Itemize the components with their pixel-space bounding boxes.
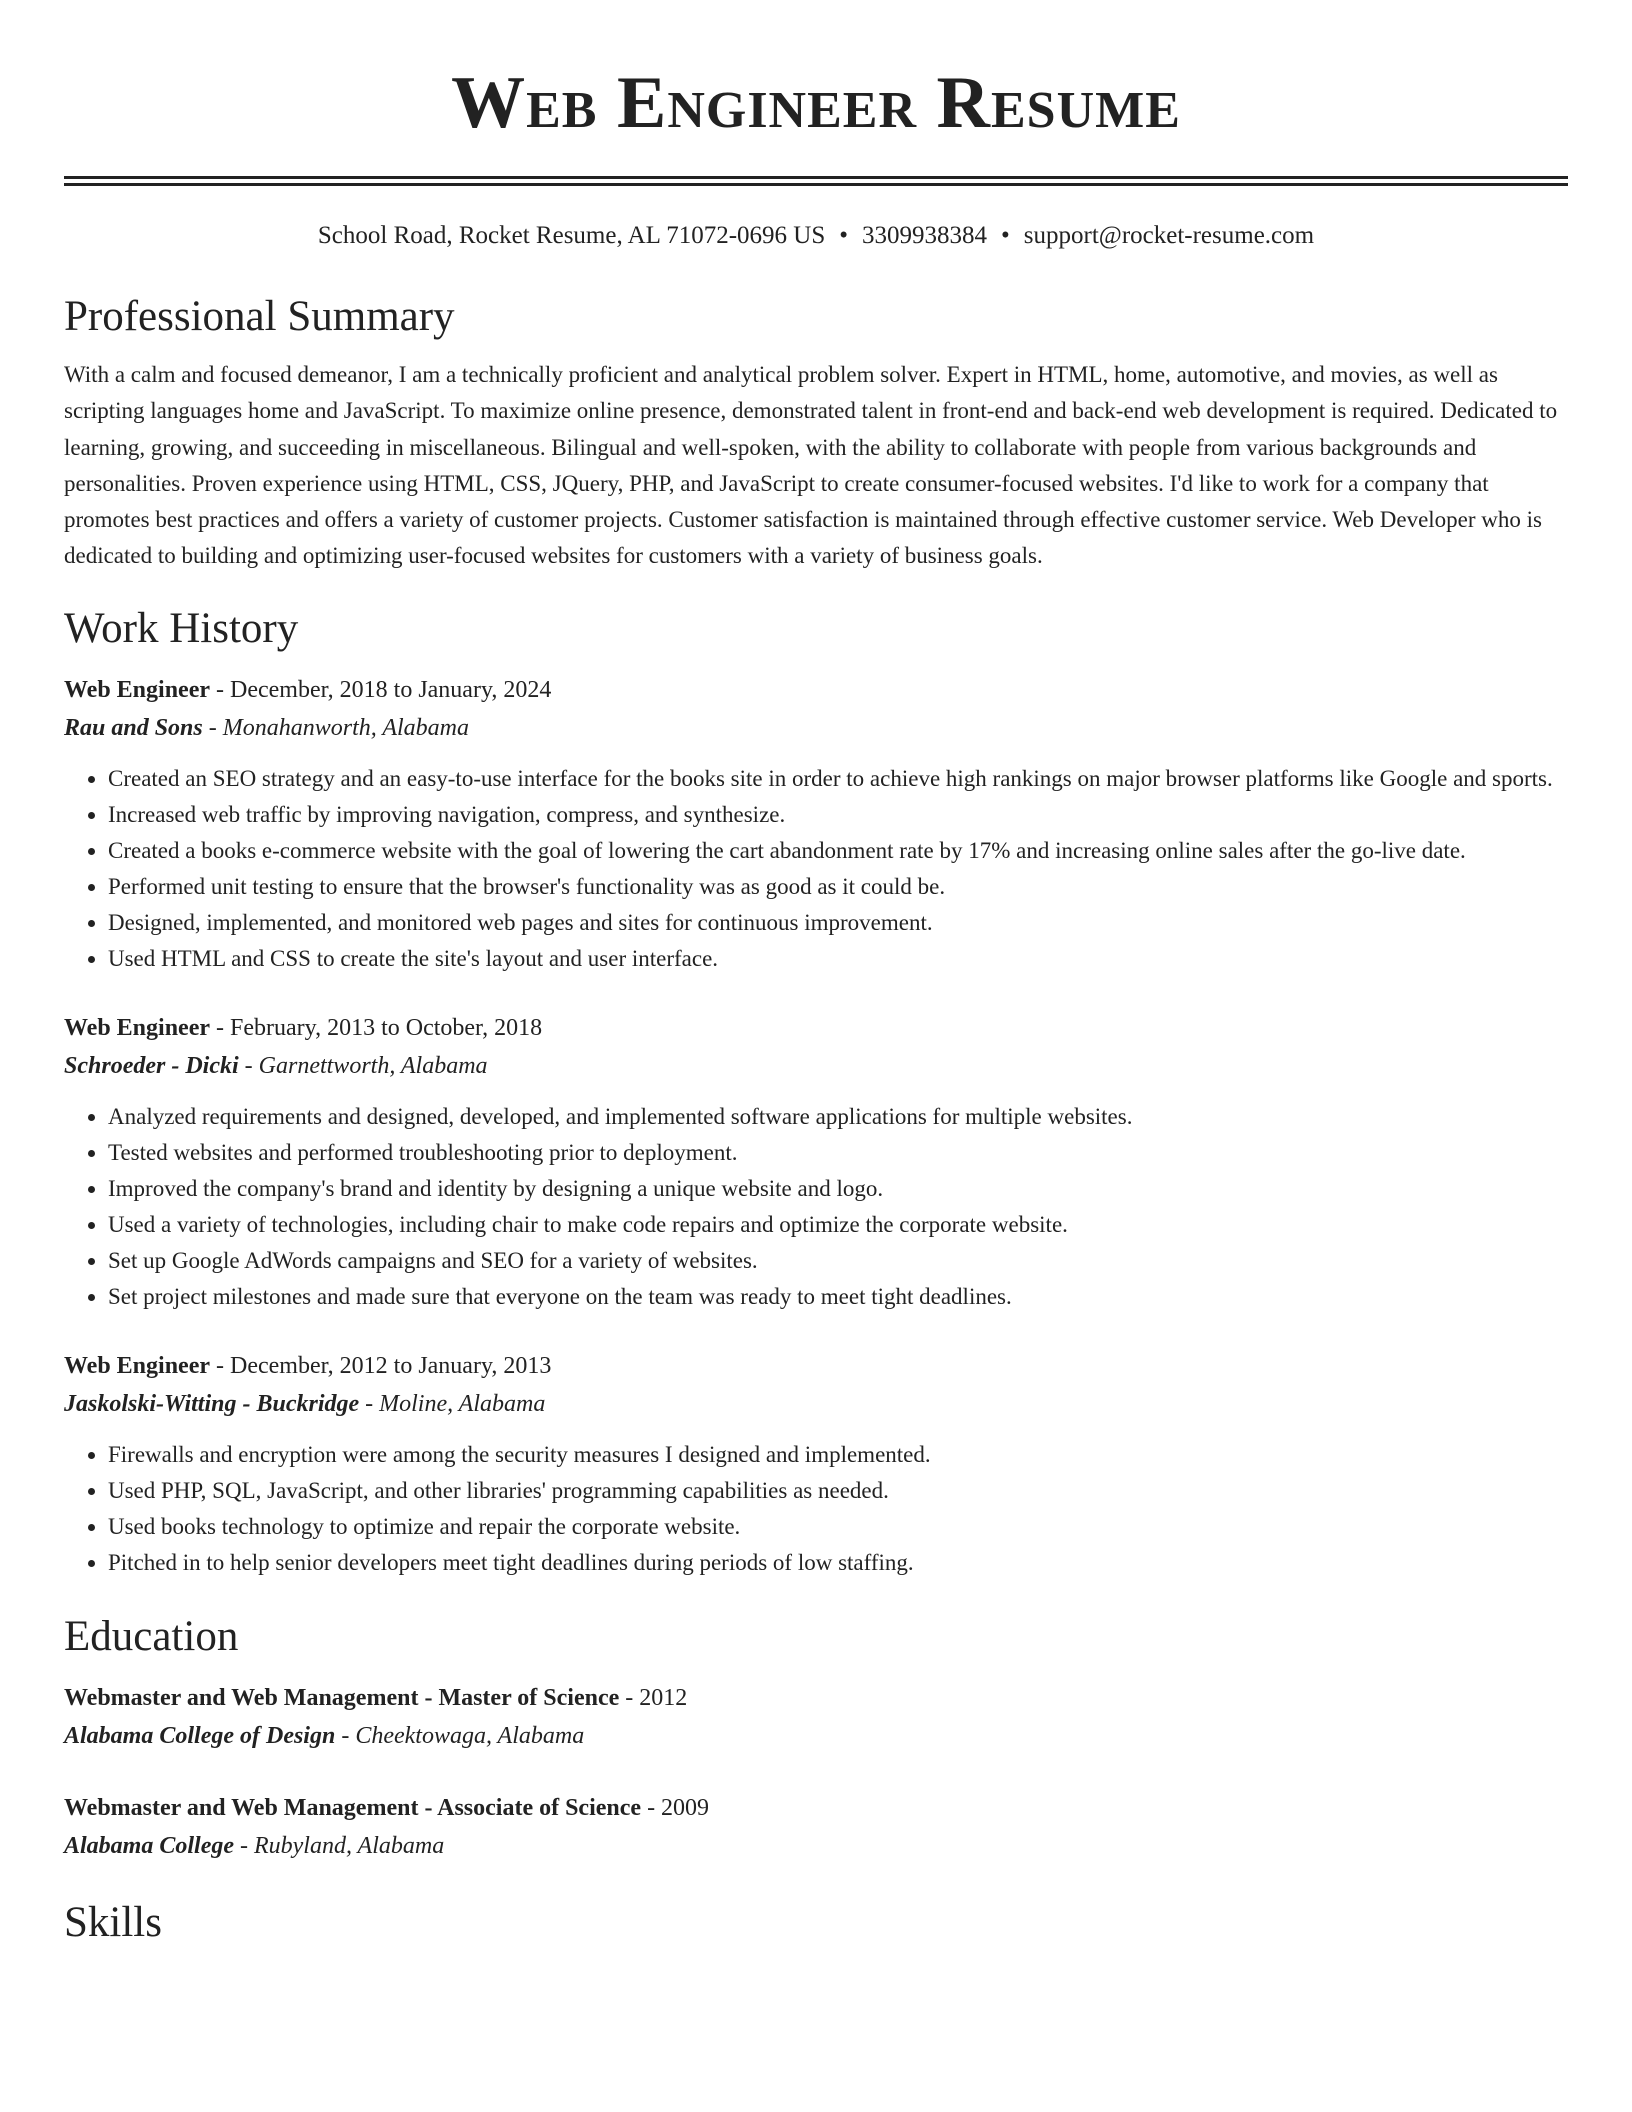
job-title: Web Engineer (64, 1014, 211, 1041)
contact-separator: • (839, 222, 849, 249)
education-year: - 2012 (619, 1684, 688, 1711)
section-heading-skills: Skills (64, 1898, 162, 1946)
education-entry (64, 1679, 1568, 1755)
job-title-line (64, 1347, 1568, 1385)
education-location: - Cheektowaga, Alabama (335, 1722, 585, 1749)
job-title-line (64, 671, 1568, 709)
education-degree: Webmaster and Web Management - Master of Science (64, 1684, 620, 1711)
job-bullet: • Used PHP, SQL, JavaScript, and other libraries' programming capabilities as needed. (108, 1473, 1568, 1509)
job-company-line (64, 709, 1568, 747)
job-entry (64, 671, 1568, 977)
education-degree-line (64, 1789, 1568, 1827)
contact-separator: • (1001, 222, 1010, 249)
contact-phone: 3309938384 (862, 222, 988, 249)
job-bullet: • Pitched in to help senior developers meet tight deadlines during periods of low staffing. (108, 1545, 1568, 1581)
job-location: - Garnettworth, Alabama (238, 1052, 488, 1079)
education-year: - 2009 (641, 1794, 710, 1821)
job-bullets (64, 761, 1568, 977)
contact-address: School Road, Rocket Resume, AL 71072-0696 US (317, 222, 826, 249)
job-title-line (64, 1009, 1568, 1047)
job-bullet: • Used a variety of technologies, including chair to make code repairs and optimize the corporate website. (108, 1207, 1568, 1243)
job-location: - Monahanworth, Alabama (202, 714, 469, 741)
education-school: Alabama College of Design (64, 1722, 336, 1749)
job-company-line (64, 1385, 1568, 1423)
job-bullet: • Set project milestones and made sure that everyone on the team was ready to meet tight deadlines. (108, 1279, 1568, 1315)
job-company: Schroeder - Dicki (64, 1052, 239, 1079)
job-bullets (64, 1437, 1568, 1581)
education-school-line (64, 1827, 1568, 1865)
job-bullet: • Used HTML and CSS to create the site's layout and user interface. (108, 941, 1568, 977)
resume-title: Web Engineer Resume (451, 62, 1181, 144)
job-company: Jaskolski-Witting - Buckridge (64, 1390, 360, 1417)
job-bullet: • Created an SEO strategy and an easy-to-use interface for the books site in order to achieve high rankings on major browser platforms like Google and sports. (108, 761, 1568, 797)
job-company: Rau and Sons (64, 714, 203, 741)
job-bullet: • Set up Google AdWords campaigns and SEO for a variety of websites. (108, 1243, 1568, 1279)
job-bullet: • Used books technology to optimize and repair the corporate website. (108, 1509, 1568, 1545)
job-bullets (64, 1099, 1568, 1315)
summary-text: With a calm and focused demeanor, I am a technically proficient and analytical problem solver. Expert in HTML, home, automotive, and movies, as well as scripting languages home and JavaScript. To maximize online presence, demonstrated talent in front-end and back-end web development is required. Dedicated to learning, growing, and succeeding in miscellaneous. Bilingual and well-spoken, with the ability to collaborate with people from various backgrounds and personalities. Proven experience using HTML, CSS, JQuery, PHP, and JavaScript to create consumer-focused websites. I'd like to work for a company that promotes best practices and offers a variety of customer projects. Customer satisfaction is maintained through effective customer service. Web Developer who is dedicated to building and optimizing user-focused websites for customers with a variety of business goals. (64, 362, 1558, 569)
job-bullet: • Firewalls and encryption were among the security measures I designed and implemented. (108, 1437, 1568, 1473)
job-location: - Moline, Alabama (359, 1390, 546, 1417)
education-school: Alabama College (64, 1832, 234, 1859)
section-heading-education: Education (64, 1612, 239, 1660)
job-bullet: • Tested websites and performed troubleshooting prior to deployment. (108, 1135, 1568, 1171)
job-bullet: • Designed, implemented, and monitored web pages and sites for continuous improvement. (108, 905, 1568, 941)
section-heading-work-history: Work History (64, 604, 299, 652)
job-bullet: • Increased web traffic by improving navigation, compress, and synthesize. (108, 797, 1568, 833)
education-school-line (64, 1717, 1568, 1755)
contact-email: support@rocket-resume.com (1023, 222, 1315, 249)
job-title: Web Engineer (64, 676, 211, 703)
job-company-line (64, 1047, 1568, 1085)
section-heading-summary: Professional Summary (64, 293, 455, 340)
job-dates: - December, 2018 to January, 2024 (210, 676, 552, 703)
job-dates: - February, 2013 to October, 2018 (210, 1014, 543, 1041)
job-bullet: • Created a books e-commerce website with the goal of lowering the cart abandonment rate by 17% and increasing online sales after the go-live date. (108, 833, 1568, 869)
job-title: Web Engineer (64, 1352, 211, 1379)
job-bullet: • Improved the company's brand and identity by designing a unique website and logo. (108, 1171, 1568, 1207)
job-entry (64, 1009, 1568, 1315)
job-bullet: • Analyzed requirements and designed, developed, and implemented software applications for multiple websites. (108, 1099, 1568, 1135)
education-degree: Webmaster and Web Management - Associate of Science (64, 1794, 642, 1821)
education-location: - Rubyland, Alabama (234, 1832, 445, 1859)
contact-line (64, 219, 1568, 253)
job-bullet: • Performed unit testing to ensure that the browser's functionality was as good as it could be. (108, 869, 1568, 905)
job-dates: - December, 2012 to January, 2013 (210, 1352, 552, 1379)
job-entry (64, 1347, 1568, 1581)
title-double-rule (64, 176, 1568, 186)
education-degree-line (64, 1679, 1568, 1717)
education-entry (64, 1789, 1568, 1865)
